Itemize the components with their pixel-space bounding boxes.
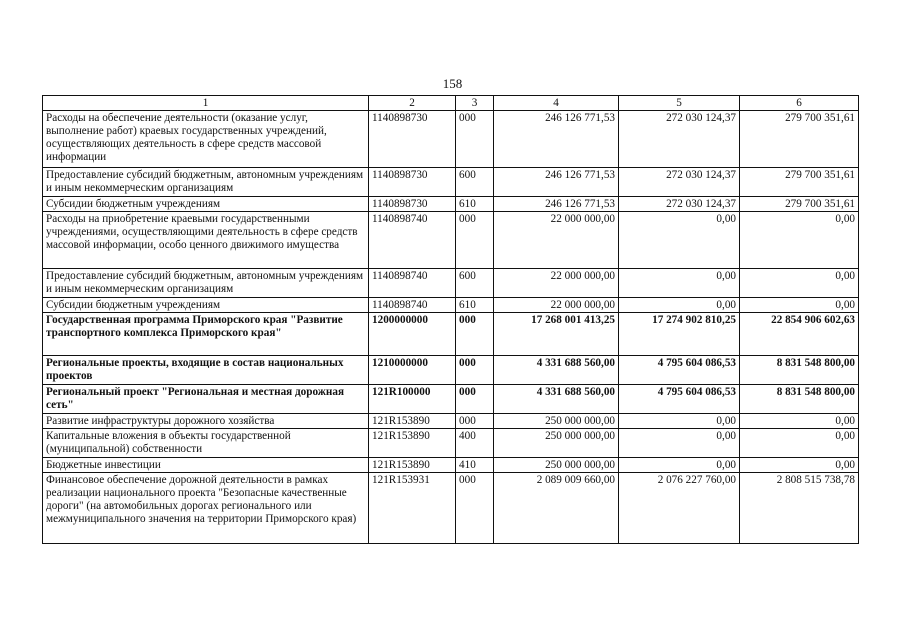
row-amount-year-1: 250 000 000,00	[494, 429, 619, 458]
row-target-code: 1140898740	[369, 212, 456, 269]
row-amount-year-3: 2 808 515 738,78	[740, 473, 859, 544]
row-amount-year-2: 4 795 604 086,53	[619, 385, 740, 414]
row-amount-year-1: 2 089 009 660,00	[494, 473, 619, 544]
row-name: Предоставление субсидий бюджетным, автономным учреждениям и иным некоммерческим организациям	[43, 269, 369, 298]
row-name: Расходы на обеспечение деятельности (оказание услуг, выполнение работ) краевых государственных учреждений, осуществляющих деятельность в сфере средств массовой информации	[43, 111, 369, 168]
row-expense-type: 000	[456, 313, 494, 356]
header-col-5: 5	[619, 96, 740, 111]
row-amount-year-3: 0,00	[740, 458, 859, 473]
row-name: Предоставление субсидий бюджетным, автономным учреждениям и иным некоммерческим организациям	[43, 168, 369, 197]
row-amount-year-2: 0,00	[619, 414, 740, 429]
row-amount-year-2: 4 795 604 086,53	[619, 356, 740, 385]
row-amount-year-2: 0,00	[619, 298, 740, 313]
row-amount-year-1: 246 126 771,53	[494, 168, 619, 197]
table-row	[43, 356, 859, 385]
row-amount-year-1: 22 000 000,00	[494, 298, 619, 313]
row-expense-type: 000	[456, 385, 494, 414]
row-amount-year-3: 279 700 351,61	[740, 168, 859, 197]
row-amount-year-3: 0,00	[740, 269, 859, 298]
row-expense-type: 000	[456, 212, 494, 269]
row-name: Финансовое обеспечение дорожной деятельности в рамках реализации национального проекта "Безопасные качественные дороги" (на автомобильных дорогах регионального или межмуниципального значения на территории Приморского края)	[43, 473, 369, 544]
table-row	[43, 473, 859, 544]
row-amount-year-2: 0,00	[619, 458, 740, 473]
row-target-code: 1140898730	[369, 197, 456, 212]
row-name: Региональный проект "Региональная и местная дорожная сеть"	[43, 385, 369, 414]
row-name: Субсидии бюджетным учреждениям	[43, 298, 369, 313]
row-amount-year-1: 250 000 000,00	[494, 414, 619, 429]
row-expense-type: 000	[456, 414, 494, 429]
header-col-2: 2	[369, 96, 456, 111]
row-target-code: 121R153931	[369, 473, 456, 544]
row-expense-type: 000	[456, 356, 494, 385]
row-amount-year-3: 0,00	[740, 429, 859, 458]
row-amount-year-2: 0,00	[619, 212, 740, 269]
row-amount-year-3: 279 700 351,61	[740, 197, 859, 212]
row-amount-year-3: 0,00	[740, 212, 859, 269]
row-amount-year-2: 2 076 227 760,00	[619, 473, 740, 544]
row-amount-year-3: 8 831 548 800,00	[740, 385, 859, 414]
row-amount-year-2: 272 030 124,37	[619, 197, 740, 212]
row-amount-year-3: 279 700 351,61	[740, 111, 859, 168]
row-amount-year-3: 22 854 906 602,63	[740, 313, 859, 356]
row-target-code: 121R153890	[369, 429, 456, 458]
header-col-3: 3	[456, 96, 494, 111]
table-row	[43, 313, 859, 356]
row-target-code: 1210000000	[369, 356, 456, 385]
header-col-4: 4	[494, 96, 619, 111]
table-row	[43, 212, 859, 269]
row-amount-year-3: 8 831 548 800,00	[740, 356, 859, 385]
table-row	[43, 385, 859, 414]
table-row	[43, 298, 859, 313]
row-expense-type: 600	[456, 269, 494, 298]
row-target-code: 121R100000	[369, 385, 456, 414]
row-target-code: 1140898740	[369, 298, 456, 313]
table-row	[43, 111, 859, 168]
row-name: Субсидии бюджетным учреждениям	[43, 197, 369, 212]
row-amount-year-1: 4 331 688 560,00	[494, 385, 619, 414]
row-amount-year-1: 17 268 001 413,25	[494, 313, 619, 356]
row-expense-type: 410	[456, 458, 494, 473]
row-amount-year-3: 0,00	[740, 414, 859, 429]
row-expense-type: 400	[456, 429, 494, 458]
row-amount-year-2: 0,00	[619, 429, 740, 458]
row-name: Развитие инфраструктуры дорожного хозяйства	[43, 414, 369, 429]
row-target-code: 1140898740	[369, 269, 456, 298]
row-amount-year-1: 22 000 000,00	[494, 269, 619, 298]
header-col-1: 1	[43, 96, 369, 111]
row-target-code: 1140898730	[369, 168, 456, 197]
header-row	[43, 96, 859, 111]
table-row	[43, 458, 859, 473]
row-amount-year-2: 0,00	[619, 269, 740, 298]
table-row	[43, 269, 859, 298]
table-row	[43, 414, 859, 429]
row-target-code: 1200000000	[369, 313, 456, 356]
row-target-code: 1140898730	[369, 111, 456, 168]
row-amount-year-2: 272 030 124,37	[619, 111, 740, 168]
row-name: Региональные проекты, входящие в состав национальных проектов	[43, 356, 369, 385]
row-amount-year-3: 0,00	[740, 298, 859, 313]
budget-table	[42, 95, 859, 544]
row-expense-type: 000	[456, 473, 494, 544]
row-name: Бюджетные инвестиции	[43, 458, 369, 473]
row-expense-type: 000	[456, 111, 494, 168]
row-amount-year-1: 22 000 000,00	[494, 212, 619, 269]
row-amount-year-1: 250 000 000,00	[494, 458, 619, 473]
row-target-code: 121R153890	[369, 458, 456, 473]
row-expense-type: 610	[456, 298, 494, 313]
row-expense-type: 600	[456, 168, 494, 197]
table-row	[43, 197, 859, 212]
row-name: Капитальные вложения в объекты государственной (муниципальной) собственности	[43, 429, 369, 458]
row-name: Государственная программа Приморского края "Развитие транспортного комплекса Приморского края"	[43, 313, 369, 356]
row-amount-year-2: 272 030 124,37	[619, 168, 740, 197]
header-col-6: 6	[740, 96, 859, 111]
row-amount-year-1: 246 126 771,53	[494, 111, 619, 168]
row-name: Расходы на приобретение краевыми государственными учреждениями, осуществляющими деятельность в сфере средств массовой информации, особо ценного движимого имущества	[43, 212, 369, 269]
table-row	[43, 429, 859, 458]
row-amount-year-1: 246 126 771,53	[494, 197, 619, 212]
row-amount-year-2: 17 274 902 810,25	[619, 313, 740, 356]
row-target-code: 121R153890	[369, 414, 456, 429]
page-number: 158	[442, 76, 463, 91]
table-row	[43, 168, 859, 197]
row-amount-year-1: 4 331 688 560,00	[494, 356, 619, 385]
row-expense-type: 610	[456, 197, 494, 212]
